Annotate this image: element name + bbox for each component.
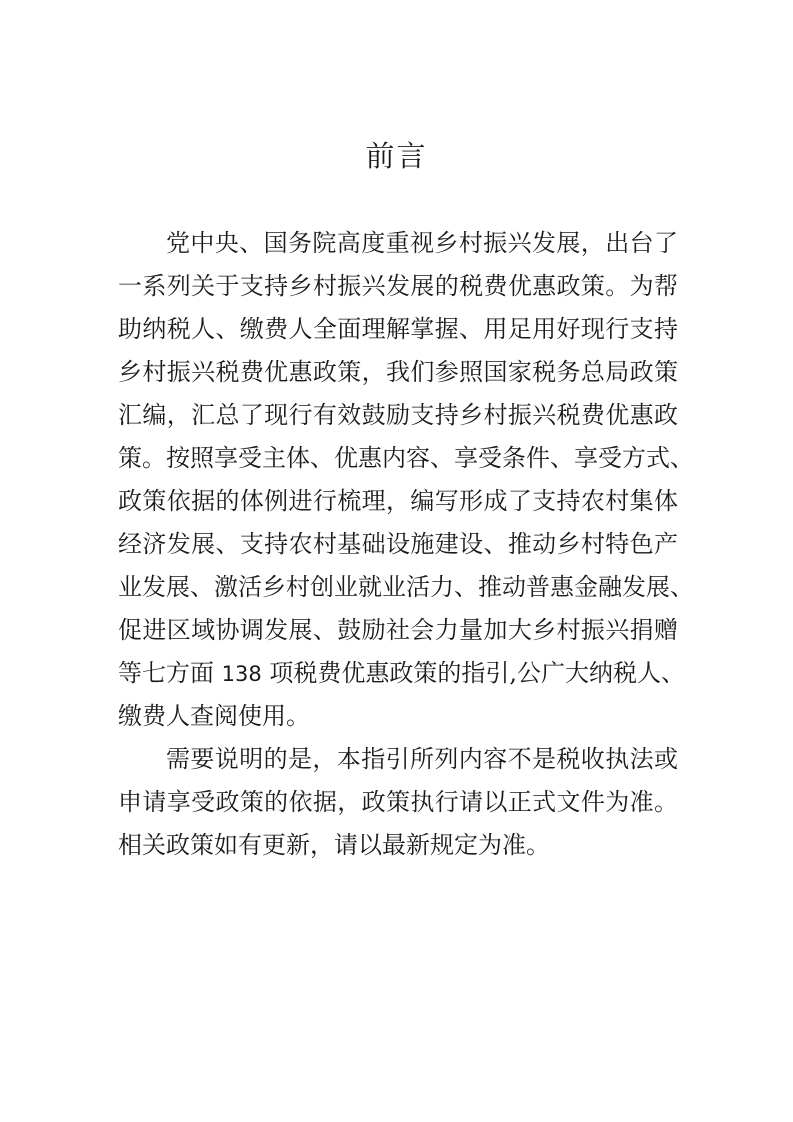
paragraph-line: 政策依据的体例进行梳理，编写形成了支持农村集体: [118, 487, 678, 515]
page-title: 前言: [365, 139, 428, 173]
paragraph-line: 策。按照享受主体、优惠内容、享受条件、享受方式、: [118, 444, 694, 472]
paragraph-line: 促进区域协调发展、鼓励社会力量加大乡村振兴捐赠: [118, 616, 678, 644]
paragraph-line: 需要说明的是，本指引所列内容不是税收执法或: [166, 745, 678, 773]
paragraph-line: 相关政策如有更新，请以最新规定为准。: [118, 831, 550, 859]
policy-count: 138: [221, 662, 262, 686]
paragraph-line: 缴费人查阅使用。: [118, 702, 310, 730]
paragraph-line: [118, 653, 686, 693]
paragraph-line: 申请享受政策的依据，政策执行请以正式文件为准。: [118, 788, 678, 816]
paragraph-line: 助纳税人、缴费人全面理解掌握、用足用好现行支持: [118, 315, 678, 343]
paragraph-line: 乡村振兴税费优惠政策，我们参照国家税务总局政策: [118, 358, 678, 386]
paragraph-line: 汇编，汇总了现行有效鼓励支持乡村振兴税费优惠政: [118, 401, 678, 429]
paragraph-line: 一系列关于支持乡村振兴发展的税费优惠政策。为帮: [118, 272, 678, 300]
text-segment: 项税费优惠政策的指引,公广大纳税人、: [269, 659, 686, 687]
paragraph-line: 党中央、国务院高度重视乡村振兴发展，出台了: [166, 229, 678, 257]
paragraph-line: 业发展、激活乡村创业就业活力、推动普惠金融发展、: [118, 573, 694, 601]
text-segment: 等七方面: [118, 659, 214, 687]
paragraph-line: 经济发展、支持农村基础设施建设、推动乡村特色产: [118, 530, 678, 558]
